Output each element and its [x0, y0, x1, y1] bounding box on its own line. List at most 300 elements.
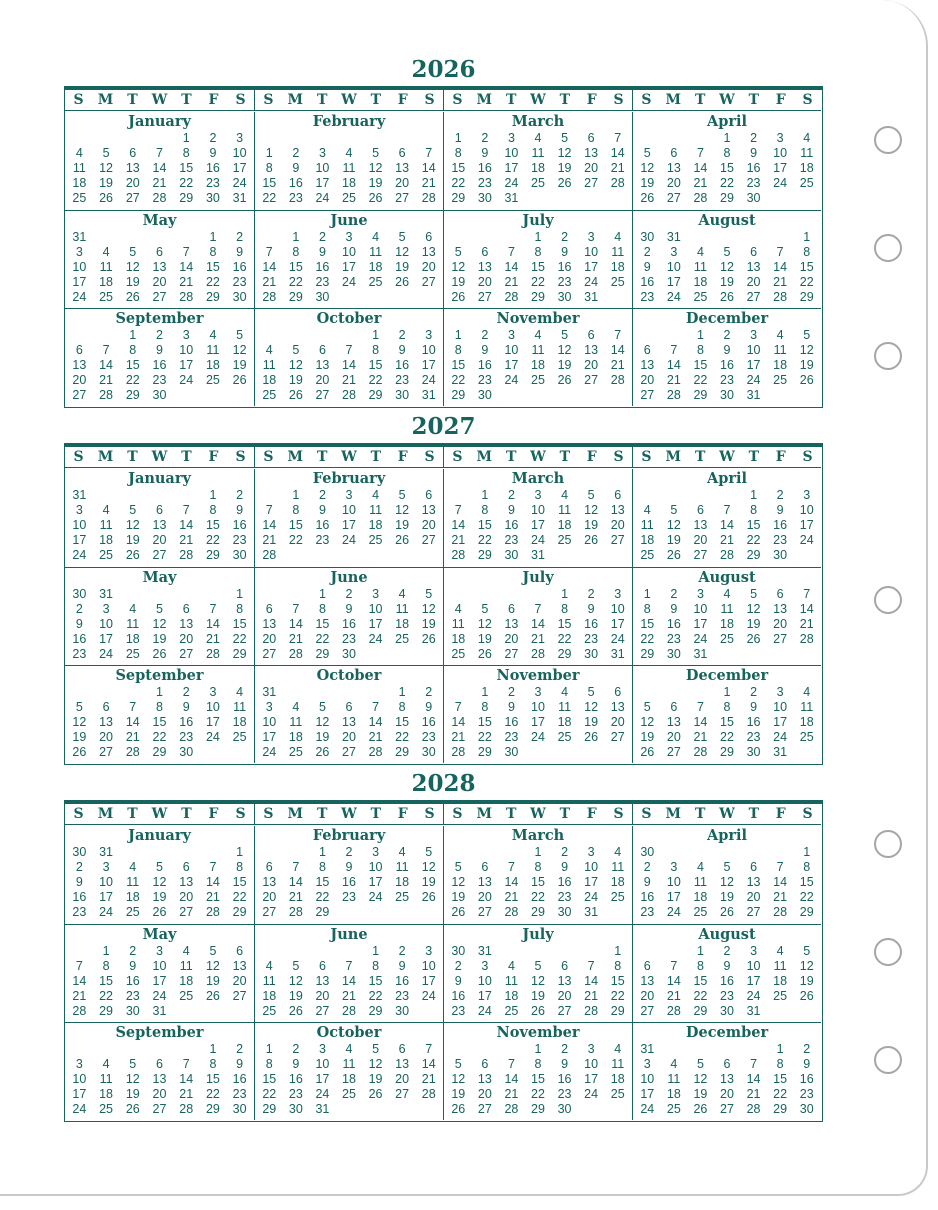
weekday-header-group — [65, 804, 254, 824]
day-cell: 1 — [156, 684, 163, 699]
day-cell: 11 — [233, 699, 247, 714]
day-cell: 17 — [504, 357, 519, 372]
day-cell: 26 — [152, 646, 167, 661]
day-cell: 17 — [368, 874, 383, 889]
day-cell: 24 — [368, 631, 383, 646]
month-day-grid — [65, 845, 254, 920]
day-cell — [445, 587, 472, 602]
day-cell: 4 — [696, 244, 704, 259]
day-cell — [767, 388, 794, 403]
day-cell: 6 — [481, 1056, 489, 1071]
weekday-label: T — [127, 806, 138, 822]
day-cell: 16 — [773, 517, 788, 532]
day-cell: 30 — [504, 744, 519, 759]
day-cell: 29 — [205, 1101, 220, 1116]
day-cell: 1 — [696, 327, 704, 342]
day-cell: 13 — [610, 502, 625, 517]
day-cell: 30 — [179, 744, 194, 759]
month-name: August — [698, 925, 756, 943]
day-cell: 30 — [746, 744, 761, 759]
day-cell — [793, 745, 820, 760]
day-cell: 26 — [99, 190, 114, 205]
day-cell: 9 — [750, 699, 758, 714]
weekday-header-group — [443, 447, 632, 467]
day-cell: 28 — [179, 1101, 194, 1116]
day-cell — [687, 685, 714, 700]
day-cell: 28 — [262, 547, 277, 562]
day-cell: 27 — [72, 387, 87, 402]
day-cell: 19 — [531, 988, 545, 1003]
day-cell: 27 — [746, 289, 761, 304]
day-cell: 4 — [372, 487, 380, 502]
month-block — [443, 924, 632, 1022]
month-day-grid — [633, 328, 821, 403]
day-cell: 8 — [372, 342, 380, 357]
day-cell: 29 — [773, 1101, 788, 1116]
year-title: 2026 — [411, 56, 476, 83]
day-cell: 20 — [584, 357, 599, 372]
day-cell — [119, 845, 146, 860]
day-cell: 5 — [803, 327, 811, 342]
day-cell: 30 — [584, 646, 599, 661]
month-block — [443, 210, 632, 308]
day-cell: 25 — [99, 547, 114, 562]
day-cell: 19 — [125, 532, 140, 547]
weekday-label: S — [73, 806, 84, 822]
day-cell: 16 — [72, 889, 87, 904]
day-cell — [389, 290, 416, 305]
day-cell: 12 — [421, 601, 436, 616]
day-cell: 19 — [557, 160, 572, 175]
day-cell: 20 — [693, 532, 708, 547]
day-cell — [119, 685, 146, 700]
weekday-label: S — [235, 92, 246, 108]
day-cell: 26 — [421, 889, 436, 904]
day-cell: 3 — [750, 943, 758, 958]
day-cell: 16 — [421, 714, 436, 729]
month-day-grid — [444, 1042, 632, 1117]
month-name: March — [511, 469, 565, 487]
day-cell: 15 — [773, 1071, 788, 1086]
weekday-label: T — [505, 806, 517, 822]
day-cell: 14 — [421, 160, 436, 175]
day-cell — [472, 587, 499, 602]
weekday-label: M — [97, 806, 114, 822]
day-cell: 18 — [720, 616, 734, 631]
day-cell: 6 — [425, 229, 433, 244]
day-cell: 28 — [288, 646, 303, 661]
day-cell — [687, 488, 714, 503]
day-cell: 5 — [723, 859, 731, 874]
day-cell: 13 — [773, 601, 788, 616]
year-calendar — [64, 800, 823, 1122]
day-cell: 22 — [799, 274, 814, 289]
weekday-label: S — [641, 806, 652, 822]
day-cell: 4 — [209, 327, 217, 342]
day-cell: 26 — [557, 175, 572, 190]
day-cell: 11 — [206, 342, 220, 357]
day-cell: 4 — [75, 145, 83, 160]
day-cell — [498, 388, 525, 403]
day-cell: 21 — [262, 532, 277, 547]
day-cell: 7 — [345, 342, 353, 357]
binder-hole — [874, 938, 902, 966]
day-cell: 26 — [72, 744, 87, 759]
day-cell: 18 — [799, 160, 814, 175]
day-cell: 14 — [179, 1071, 194, 1086]
day-cell: 19 — [666, 532, 681, 547]
day-cell: 6 — [614, 684, 622, 699]
day-cell: 29 — [720, 744, 734, 759]
day-cell: 7 — [670, 958, 678, 973]
day-cell: 15 — [477, 517, 492, 532]
day-cell: 12 — [557, 342, 572, 357]
day-cell: 31 — [610, 646, 625, 661]
day-cell: 1 — [372, 943, 380, 958]
day-cell: 21 — [72, 988, 87, 1003]
day-cell — [661, 845, 688, 860]
day-cell: 5 — [398, 487, 406, 502]
day-cell: 29 — [232, 646, 247, 661]
day-cell: 4 — [345, 1041, 353, 1056]
day-cell: 3 — [507, 130, 515, 145]
day-cell: 14 — [610, 145, 625, 160]
month-block — [65, 308, 254, 406]
day-cell: 19 — [125, 1086, 140, 1101]
day-cell — [362, 548, 389, 563]
day-cell: 23 — [773, 532, 788, 547]
day-cell: 22 — [179, 175, 194, 190]
day-cell: 2 — [750, 130, 758, 145]
day-cell: 7 — [750, 1056, 758, 1071]
day-cell — [740, 1042, 767, 1057]
month-block — [632, 112, 821, 210]
day-cell — [173, 845, 200, 860]
day-cell: 5 — [454, 244, 462, 259]
day-cell: 9 — [561, 1056, 569, 1071]
day-cell: 30 — [232, 289, 247, 304]
day-cell — [66, 131, 93, 146]
day-cell — [767, 647, 794, 662]
day-cell: 7 — [292, 601, 300, 616]
day-cell: 29 — [288, 289, 303, 304]
day-cell: 16 — [288, 1071, 303, 1086]
day-cell: 22 — [746, 532, 761, 547]
day-cell: 4 — [182, 943, 190, 958]
day-cell — [604, 191, 631, 206]
day-cell: 30 — [205, 190, 220, 205]
weekday-label: S — [613, 449, 624, 465]
day-cell: 11 — [504, 973, 518, 988]
day-cell: 10 — [666, 259, 681, 274]
day-cell: 25 — [557, 532, 572, 547]
day-cell: 10 — [640, 1071, 655, 1086]
day-cell: 24 — [421, 988, 436, 1003]
day-cell: 11 — [395, 859, 409, 874]
day-cell: 12 — [152, 616, 167, 631]
day-cell: 1 — [614, 943, 622, 958]
day-cell: 20 — [395, 1071, 410, 1086]
weekday-label: S — [73, 449, 84, 465]
month-day-grid — [255, 944, 443, 1019]
day-cell: 12 — [125, 1071, 140, 1086]
day-cell: 22 — [451, 175, 466, 190]
day-cell: 28 — [693, 744, 708, 759]
day-cell — [498, 1042, 525, 1057]
day-cell: 23 — [342, 889, 356, 904]
day-cell: 30 — [477, 190, 492, 205]
day-cell: 29 — [451, 190, 466, 205]
day-cell: 4 — [507, 958, 515, 973]
day-cell: 9 — [129, 958, 137, 973]
day-cell: 26 — [584, 532, 599, 547]
day-cell: 1 — [803, 229, 811, 244]
day-cell: 4 — [102, 502, 110, 517]
day-cell: 24 — [99, 904, 114, 919]
day-cell: 30 — [72, 586, 87, 601]
day-cell — [740, 845, 767, 860]
day-cell: 3 — [345, 229, 353, 244]
month-name: August — [698, 211, 756, 229]
weekday-label: M — [476, 806, 493, 822]
day-cell: 10 — [421, 342, 436, 357]
day-cell — [200, 745, 227, 760]
day-cell: 20 — [125, 175, 140, 190]
day-cell: 20 — [477, 889, 492, 904]
day-cell: 26 — [395, 532, 410, 547]
day-cell: 8 — [236, 859, 244, 874]
day-cell: 31 — [72, 487, 87, 502]
day-cell: 28 — [125, 744, 140, 759]
day-cell: 4 — [723, 586, 731, 601]
month-name: October — [316, 1023, 382, 1041]
day-cell: 19 — [288, 988, 303, 1003]
day-cell: 14 — [504, 259, 519, 274]
day-cell — [714, 1042, 741, 1057]
day-cell: 23 — [720, 988, 734, 1003]
day-cell: 12 — [288, 357, 303, 372]
day-cell — [226, 1004, 253, 1019]
day-cell: 14 — [720, 517, 734, 532]
day-cell: 9 — [292, 160, 300, 175]
day-cell: 31 — [504, 190, 519, 205]
day-cell: 11 — [126, 616, 140, 631]
month-name: October — [316, 309, 382, 327]
day-cell: 2 — [318, 487, 326, 502]
month-name: April — [706, 112, 748, 130]
weekday-label: T — [694, 806, 706, 822]
day-cell: 21 — [152, 175, 167, 190]
day-cell: 3 — [372, 844, 380, 859]
day-cell: 10 — [584, 244, 599, 259]
day-cell — [200, 587, 227, 602]
month-block — [443, 469, 632, 567]
day-cell: 4 — [129, 859, 137, 874]
year-calendar — [64, 443, 823, 765]
day-cell: 15 — [179, 160, 194, 175]
day-cell: 11 — [99, 517, 113, 532]
day-cell: 9 — [318, 502, 326, 517]
day-cell: 3 — [696, 586, 704, 601]
day-cell: 28 — [72, 1003, 87, 1018]
day-cell: 27 — [720, 1101, 734, 1116]
weekday-label: T — [559, 449, 571, 465]
weekday-label: F — [208, 92, 219, 108]
weekday-label: M — [97, 449, 114, 465]
day-cell: 25 — [799, 729, 814, 744]
day-cell: 11 — [531, 145, 545, 160]
day-cell: 7 — [507, 244, 515, 259]
day-cell: 25 — [504, 1003, 519, 1018]
day-cell: 19 — [584, 517, 599, 532]
day-cell: 4 — [803, 130, 811, 145]
day-cell: 20 — [262, 889, 277, 904]
day-cell: 26 — [451, 904, 466, 919]
month-block — [632, 210, 821, 308]
day-cell: 27 — [640, 1003, 655, 1018]
day-cell: 20 — [504, 631, 519, 646]
day-cell: 22 — [693, 988, 708, 1003]
day-cell: 18 — [610, 1071, 625, 1086]
day-cell: 22 — [368, 988, 383, 1003]
month-block — [632, 1022, 821, 1120]
day-cell — [578, 191, 605, 206]
day-cell: 16 — [179, 714, 194, 729]
day-cell — [309, 131, 336, 146]
day-cell: 11 — [720, 601, 734, 616]
day-cell: 29 — [531, 904, 545, 919]
day-cell — [661, 488, 688, 503]
day-cell: 10 — [610, 601, 625, 616]
day-cell: 1 — [454, 327, 462, 342]
day-cell — [525, 191, 552, 206]
day-cell: 28 — [773, 289, 788, 304]
day-cell — [604, 905, 631, 920]
day-cell: 15 — [531, 1071, 545, 1086]
day-cell: 22 — [288, 532, 303, 547]
day-cell: 1 — [561, 586, 569, 601]
month-block — [443, 665, 632, 763]
day-cell: 4 — [454, 601, 462, 616]
day-cell: 5 — [425, 586, 433, 601]
day-cell: 27 — [693, 547, 708, 562]
day-cell: 9 — [481, 342, 489, 357]
day-cell: 30 — [232, 547, 247, 562]
day-cell: 11 — [99, 259, 113, 274]
day-cell: 17 — [584, 1071, 599, 1086]
day-cell: 6 — [776, 586, 784, 601]
day-cell: 2 — [236, 1041, 244, 1056]
weekday-label: F — [397, 92, 408, 108]
year-title: 2027 — [411, 413, 476, 440]
day-cell: 7 — [425, 145, 433, 160]
day-cell: 17 — [584, 259, 599, 274]
day-cell: 7 — [587, 958, 595, 973]
weekday-label: S — [641, 92, 652, 108]
day-cell: 13 — [666, 714, 681, 729]
day-cell: 26 — [125, 547, 140, 562]
day-cell — [445, 230, 472, 245]
day-cell: 9 — [750, 145, 758, 160]
day-cell: 5 — [425, 844, 433, 859]
weekday-label: T — [181, 806, 192, 822]
day-cell: 4 — [614, 844, 622, 859]
day-cell: 28 — [666, 387, 681, 402]
day-cell: 3 — [425, 943, 433, 958]
day-cell — [256, 131, 283, 146]
day-cell: 31 — [99, 844, 114, 859]
month-block — [65, 210, 254, 308]
day-cell: 7 — [803, 586, 811, 601]
day-cell: 21 — [288, 631, 303, 646]
day-cell: 10 — [99, 874, 114, 889]
day-cell: 3 — [481, 958, 489, 973]
day-cell: 19 — [746, 616, 761, 631]
day-cell — [146, 230, 173, 245]
day-cell — [687, 845, 714, 860]
day-cell: 14 — [262, 517, 277, 532]
day-cell: 4 — [398, 586, 406, 601]
day-cell: 28 — [746, 1101, 761, 1116]
day-cell: 26 — [125, 1101, 140, 1116]
day-cell: 9 — [398, 342, 406, 357]
day-cell: 27 — [395, 190, 410, 205]
day-cell: 10 — [584, 859, 599, 874]
day-cell — [604, 290, 631, 305]
day-cell: 13 — [152, 517, 167, 532]
day-cell: 29 — [610, 1003, 625, 1018]
day-cell: 8 — [481, 699, 489, 714]
day-cell: 11 — [693, 259, 707, 274]
day-cell: 25 — [99, 289, 114, 304]
day-cell: 20 — [477, 1086, 492, 1101]
day-cell: 24 — [666, 289, 681, 304]
day-cell — [498, 587, 525, 602]
day-cell: 22 — [531, 1086, 545, 1101]
day-cell: 20 — [315, 372, 330, 387]
day-cell — [604, 1102, 631, 1117]
day-cell: 2 — [345, 586, 353, 601]
day-cell: 20 — [666, 729, 681, 744]
day-cell: 17 — [504, 160, 519, 175]
day-cell: 11 — [611, 244, 625, 259]
day-cell: 21 — [451, 729, 466, 744]
day-cell: 30 — [232, 1101, 247, 1116]
day-cell: 10 — [746, 958, 761, 973]
month-day-grid — [255, 587, 443, 662]
day-cell: 24 — [421, 372, 436, 387]
day-cell: 23 — [557, 889, 572, 904]
day-cell: 8 — [454, 145, 462, 160]
day-cell: 31 — [531, 547, 545, 562]
day-cell: 22 — [720, 729, 734, 744]
day-cell: 12 — [288, 973, 303, 988]
day-cell — [714, 647, 741, 662]
day-cell: 13 — [610, 699, 625, 714]
day-cell: 16 — [746, 714, 761, 729]
day-cell: 13 — [584, 145, 599, 160]
day-cell: 10 — [693, 601, 708, 616]
day-cell: 24 — [72, 547, 87, 562]
day-cell: 26 — [477, 646, 492, 661]
month-name: September — [115, 666, 204, 684]
day-cell: 13 — [262, 616, 277, 631]
day-cell: 18 — [693, 274, 708, 289]
day-cell: 8 — [561, 601, 569, 616]
day-cell: 2 — [75, 859, 83, 874]
day-cell — [415, 647, 442, 662]
day-cell: 18 — [693, 889, 708, 904]
